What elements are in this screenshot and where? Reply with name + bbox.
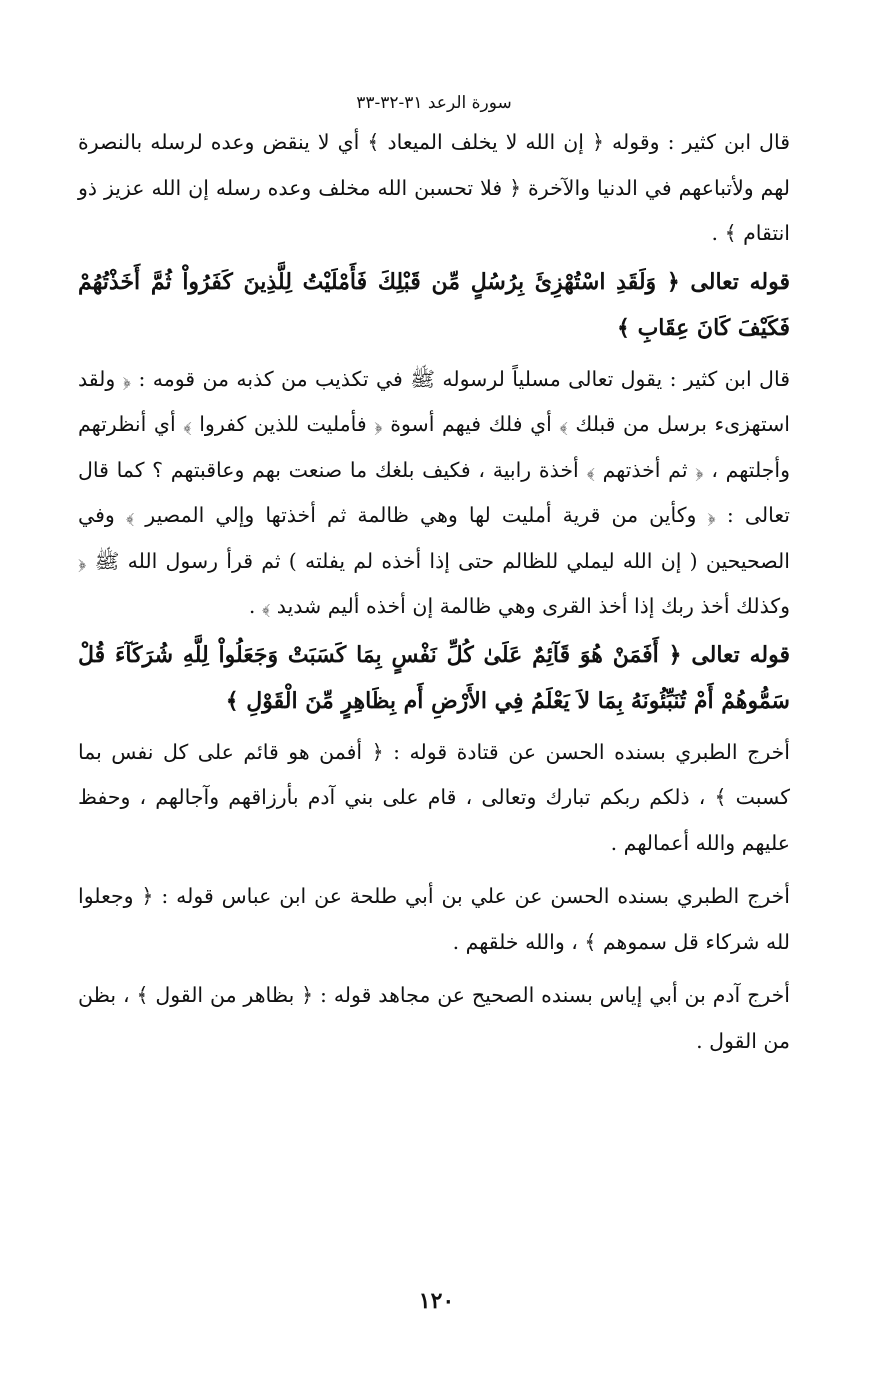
page-number: ١٢٠	[418, 1288, 455, 1314]
document-page	[78, 88, 790, 1348]
paragraph-tabari-qatada: أخرج الطبري بسنده الحسن عن قتادة قوله : ﴿ أفمن هو قائم على كل نفس بما كسبت ﴾ ، ذلكم ربكم تبارك وتعالى ، قام على بني آدم بأرزاقهم وآجالهم ، وحفظ عليهم والله أعمالهم .	[78, 739, 790, 855]
paragraph-tabari-ibn-abbas: أخرج الطبري بسنده الحسن عن علي بن أبي طلحة عن ابن عباس قوله : ﴿ وجعلوا لله شركاء قل سموهم ﴾ ، والله خلقهم .	[78, 884, 790, 954]
paragraph-ibn-kathir-1: قال ابن كثير : وقوله ﴿ إن الله لا يخلف الميعاد ﴾ أي لا ينقض وعده لرسله بالنصرة لهم ولأتباعهم في الدنيا والآخرة ﴿ فلا تحسبن الله مخلف وعده رسله إن الله عزيز ذو انتقام ﴾ .	[78, 130, 790, 245]
paragraph-adam-mujahid: أخرج آدم بن أبي إياس بسنده الصحيح عن مجاهد قوله : ﴿ بظاهر من القول ﴾ ، بظن من القول .	[78, 983, 790, 1053]
running-header: سورة الرعد ٣١-٣٢-٣٣	[356, 93, 512, 113]
paragraph-ibn-kathir-2: قال ابن كثير : يقول تعالى مسلياً لرسوله ﷺ في تكذيب من كذبه من قومه : ﴿ ولقد استهزىء برسل من قبلك ﴾ أي فلك فيهم أسوة ﴿ فأمليت للذين كفروا ﴾ أي أنظرتهم وأجلتهم ، ﴿ ثم أخذتهم ﴾ أخذة رابية ، فكيف بلغك ما صنعت بهم وعاقبتهم ؟ كما قال تعالى : ﴿ وكأين من قرية أمليت لها وهي ظالمة ثم أخذتها وإلي المصير ﴾ وفي الصحيحين ( إن الله ليملي للظالم حتى إذا أخذه لم يفلته ) ثم قرأ رسول الله ﷺ ﴿ وكذلك أخذ ربك إذا أخذ القرى وهي ظالمة إن أخذه أليم شديد ﴾ .	[78, 366, 790, 618]
verse-heading-32: قوله تعالى ﴿ وَلَقَدِ اسْتُهْزِئَ بِرُسُلٍ مِّن قَبْلِكَ فَأَمْلَيْتُ لِلَّذِينَ كَفَرُواْ ثُمَّ أَخَذْتُهُمْ فَكَيْفَ كَانَ عِقَابِ ﴾	[78, 268, 790, 341]
verse-heading-33: قوله تعالى ﴿ أَفَمَنْ هُوَ قَآئِمٌ عَلَىٰ كُلِّ نَفْسٍ بِمَا كَسَبَتْ وَجَعَلُواْ لِلَّهِ شُرَكَآءَ قُلْ سَمُّوهُمْ أَمْ تُنَبِّئُونَهُ بِمَا لاَ يَعْلَمُ فِي الأَرْضِ أَم بِظَاهِرٍ مِّنَ الْقَوْلِ ﴾	[78, 641, 790, 714]
